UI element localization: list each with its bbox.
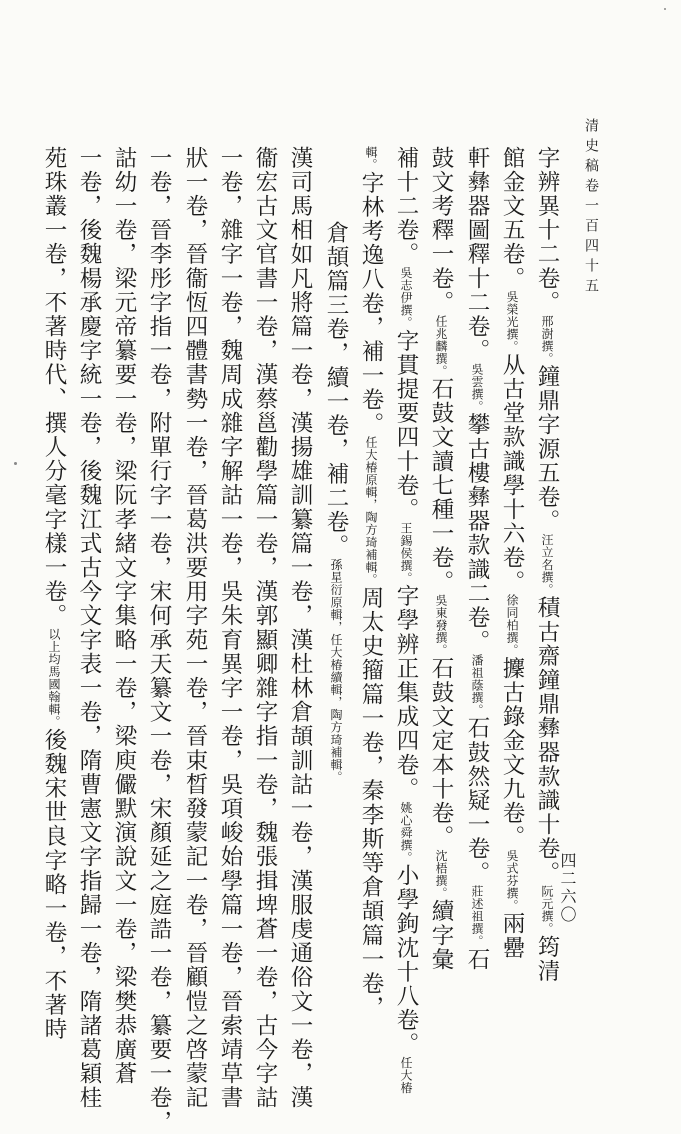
main-text: 攈古錄金文九卷。 <box>499 656 525 850</box>
author-note: 吳志伊撰。 <box>399 266 413 329</box>
main-text: 續字彙 <box>428 899 454 972</box>
author-note: 吳雲撰。 <box>470 362 484 413</box>
main-text: 倉頡篇三卷，續一卷，補二卷。 <box>323 221 349 559</box>
main-text: 石 <box>464 947 490 972</box>
main-text: 攀古樓彝器款識二卷。 <box>464 412 490 654</box>
main-text: 補十二卷。 <box>393 146 419 267</box>
author-note: 阮元撰。 <box>540 885 554 936</box>
author-note: 姚心舜撰。 <box>399 801 413 864</box>
main-text: 軒彝器圖釋十二卷。 <box>464 146 490 363</box>
main-text: 館金文五卷。 <box>499 146 525 291</box>
text-column-12 <box>144 146 174 1134</box>
text-column-10 <box>215 146 245 1110</box>
text-column-4 <box>426 146 456 978</box>
main-text: 字貫提要四十卷。 <box>393 329 419 522</box>
author-note: 邢澍撰。 <box>540 314 554 365</box>
author-note: 王錫侯撰。 <box>399 521 413 585</box>
main-text: 詁幼一卷，梁元帝纂要一卷，梁阮孝緒文字集略一卷，梁庾儼默演說文一卷，梁樊恭廣蒼 <box>111 146 137 1086</box>
main-text: 石鼓然疑一卷。 <box>464 716 490 886</box>
main-text: 衞宏古文官書一卷，漢蔡邕勸學篇一卷，漢郭顯卿雜字指一卷，魏張揖埤蒼一卷，古今字詁 <box>252 146 278 1110</box>
text-column-14 <box>74 146 104 1110</box>
main-text: 漢司馬相如凡將篇一卷，漢揚雄訓纂篇一卷，漢杜林倉頡訓詁一卷，漢服虔通俗文一卷，漢 <box>287 146 313 1110</box>
author-note: 吳東發撰。 <box>434 594 448 657</box>
text-column-9 <box>250 146 280 1110</box>
text-column-8 <box>285 146 315 1110</box>
text-column-7 <box>321 221 351 978</box>
author-note: 吳榮光撰。 <box>505 290 519 354</box>
text-column-11 <box>180 146 210 1110</box>
main-text: 石鼓文定本十卷。 <box>428 656 454 850</box>
text-column-6 <box>356 146 386 1020</box>
text-column-5 <box>391 146 421 1095</box>
main-text: 石鼓文讀七種一卷。 <box>428 377 454 595</box>
text-column-15 <box>39 146 69 1042</box>
main-text: 字林考逸八卷，補一卷。 <box>358 171 384 437</box>
main-text: 狀一卷，晉衞恆四體書勢一卷，晉葛洪要用字苑一卷，晉束晳發蒙記一卷，晉顧愷之啓蒙記 <box>182 146 208 1110</box>
main-text: 小學鉤沈十八卷。 <box>393 863 419 1057</box>
text-column-3 <box>462 146 492 978</box>
author-note: 吳式芬撰。 <box>505 849 519 912</box>
author-note: 任兆麟撰。 <box>434 314 448 378</box>
main-text: 一卷，雜字一卷，魏周成雜字解詁一卷，吳朱育異字一卷，吳項峻始學篇一卷，晉索靖草書 <box>217 146 243 1110</box>
author-note: 輯。 <box>364 146 378 171</box>
main-text: 鼓文考釋一卷。 <box>428 146 454 315</box>
main-text: 一卷，晉李彤字指一卷，附單行字一卷，宋何承天纂文一卷，宋顏延之庭誥一卷，纂要一卷， <box>146 146 172 1134</box>
text-column-2 <box>497 146 527 978</box>
author-note: 以上均馬國翰輯。 <box>47 628 61 728</box>
scan-speck <box>14 462 17 465</box>
author-note: 莊述祖撰。 <box>470 885 484 948</box>
main-text: 字辨異十二卷。 <box>534 146 560 315</box>
main-text: 从古堂款識學十六卷。 <box>499 353 525 595</box>
main-text: 積古齋鐘鼎彝器款識十卷。 <box>534 595 560 886</box>
running-header: 清史稿卷一百四十五 <box>583 118 599 298</box>
author-note: 任大椿原輯，陶方琦補輯。 <box>364 436 378 587</box>
text-column-13 <box>109 146 139 1086</box>
author-note: 孫星衍原輯，任大椿續輯，陶方琦補輯。 <box>329 558 343 784</box>
main-text: 字學辨正集成四卷。 <box>393 584 419 802</box>
page-number: 四二六〇 <box>558 852 577 924</box>
main-text: 後魏宋世良字略一卷，不著時 <box>41 728 67 1042</box>
main-text: 一卷，後魏楊承慶字統一卷，後魏江式古今文字表一卷，隋曹憲文字指歸一卷，隋諸葛穎桂 <box>76 146 102 1110</box>
main-text: 兩罍 <box>499 911 525 961</box>
text-column-1 <box>532 146 562 984</box>
scan-speck <box>664 8 666 10</box>
author-note: 徐同柏撰。 <box>505 594 519 657</box>
main-text: 苑珠叢一卷，不著時代、撰人分毫字樣一卷。 <box>41 146 67 628</box>
main-text: 鐘鼎字源五卷。 <box>534 364 560 534</box>
author-note: 任大椿 <box>399 1056 413 1095</box>
main-text: 周太史籀篇一卷，秦李斯等倉頡篇一卷， <box>358 586 384 1020</box>
author-note: 沈梧撰。 <box>434 849 448 900</box>
author-note: 汪立名撰。 <box>540 533 554 596</box>
main-text: 筠清 <box>534 935 560 984</box>
author-note: 潘祖蔭撰。 <box>470 653 484 717</box>
